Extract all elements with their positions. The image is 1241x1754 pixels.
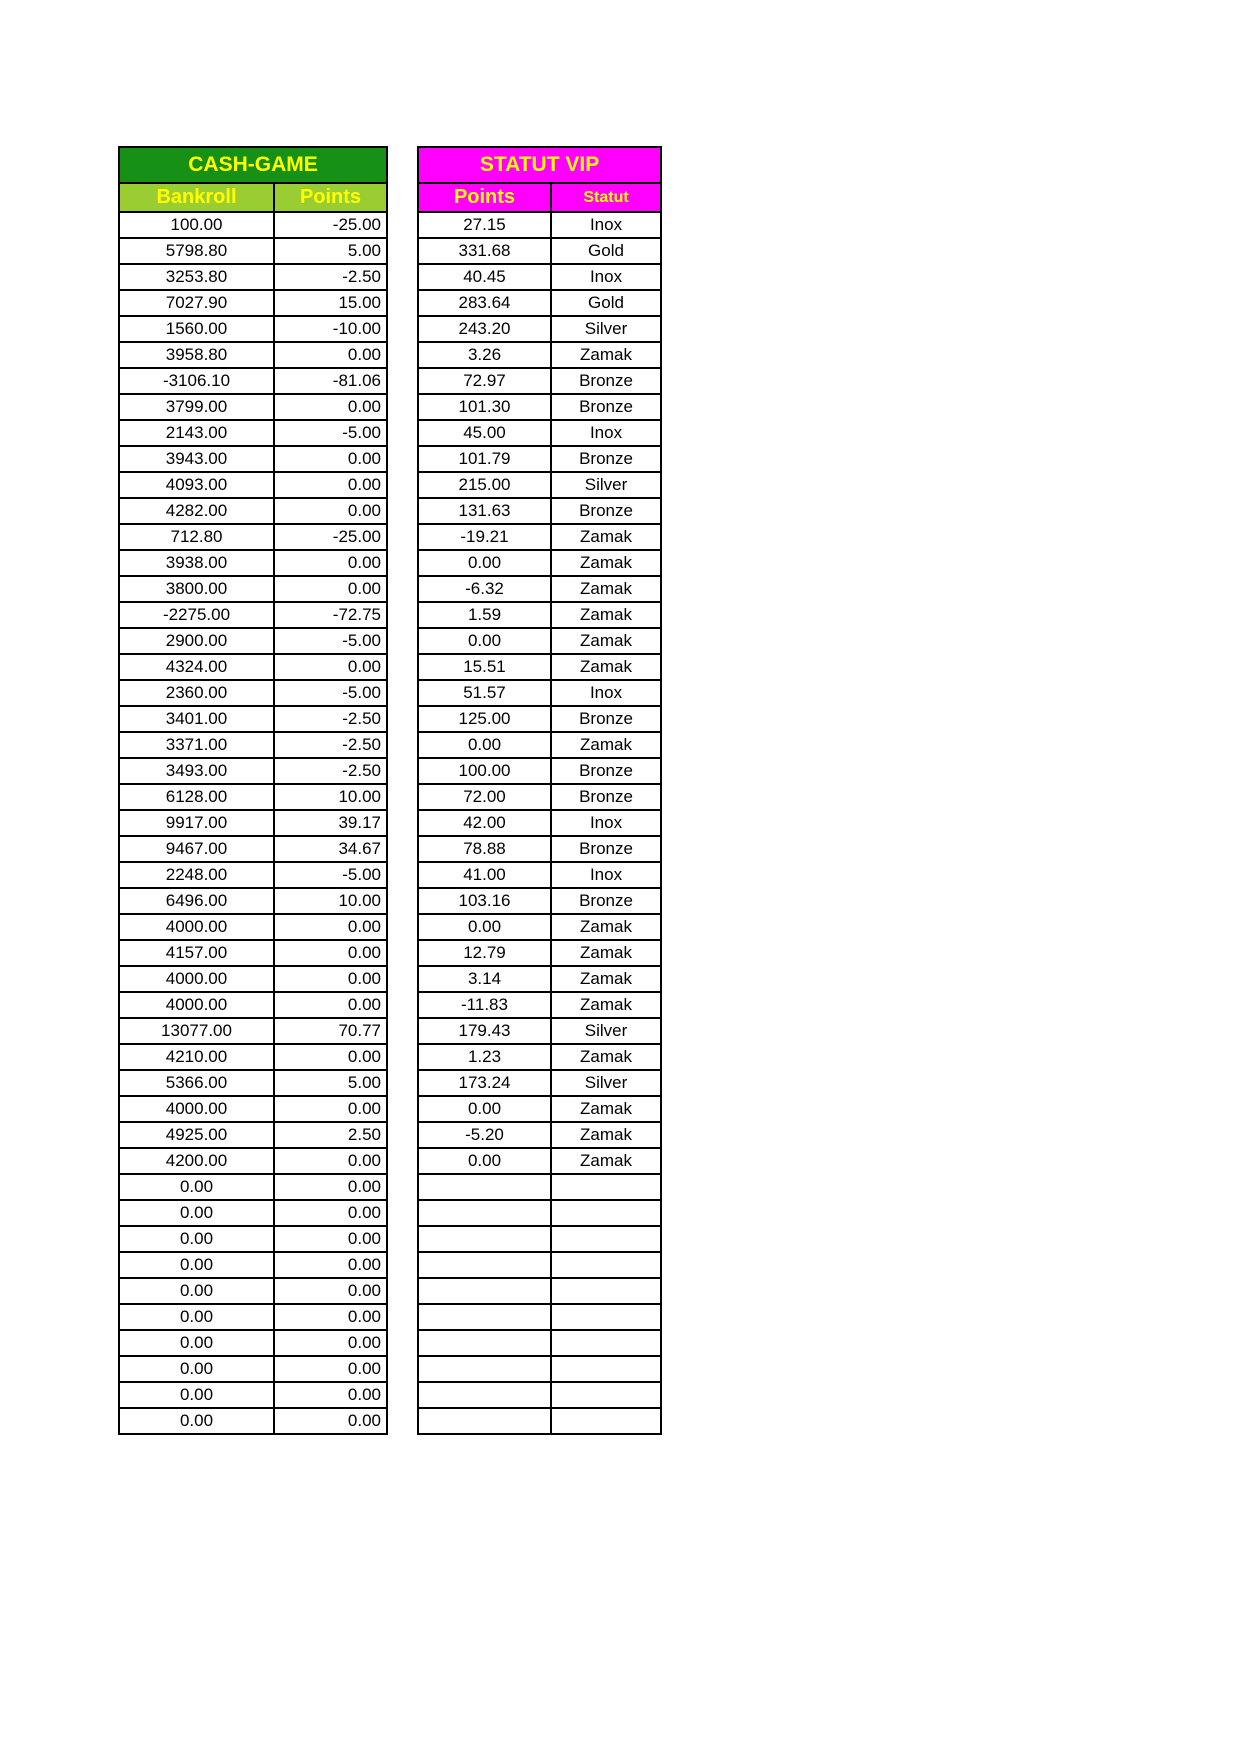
table-row	[418, 446, 661, 472]
vip-points-cell	[418, 1356, 551, 1382]
points-cell: 0.00	[274, 1200, 387, 1226]
table-row	[119, 1070, 387, 1096]
table-row	[119, 368, 387, 394]
table-row	[418, 1356, 661, 1382]
bankroll-cell: -2275.00	[119, 602, 274, 628]
vip-points-cell: 72.00	[418, 784, 551, 810]
statut-cell	[551, 1304, 661, 1330]
statut-cell: Bronze	[551, 888, 661, 914]
statut-cell: Inox	[551, 862, 661, 888]
table-row	[418, 1096, 661, 1122]
cash-game-title: CASH-GAME	[119, 147, 387, 183]
vip-points-cell: 0.00	[418, 550, 551, 576]
points-cell: 0.00	[274, 1356, 387, 1382]
vip-points-cell: 101.79	[418, 446, 551, 472]
statut-cell: Zamak	[551, 550, 661, 576]
statut-cell: Bronze	[551, 706, 661, 732]
vip-points-cell: 125.00	[418, 706, 551, 732]
bankroll-cell: 1560.00	[119, 316, 274, 342]
statut-cell: Inox	[551, 810, 661, 836]
points-cell: 70.77	[274, 1018, 387, 1044]
statut-cell	[551, 1356, 661, 1382]
table-row	[119, 576, 387, 602]
table-row	[119, 914, 387, 940]
table-row	[418, 1330, 661, 1356]
bankroll-cell: 0.00	[119, 1200, 274, 1226]
table-row	[418, 1304, 661, 1330]
table-row	[119, 264, 387, 290]
statut-cell: Inox	[551, 420, 661, 446]
table-row	[119, 940, 387, 966]
statut-column-header: Statut	[551, 183, 661, 212]
bankroll-cell: 3958.80	[119, 342, 274, 368]
bankroll-cell: 4157.00	[119, 940, 274, 966]
bankroll-cell: 0.00	[119, 1174, 274, 1200]
table-row	[418, 212, 661, 238]
statut-cell: Bronze	[551, 784, 661, 810]
statut-cell: Bronze	[551, 368, 661, 394]
table-row	[119, 654, 387, 680]
points-cell: -2.50	[274, 706, 387, 732]
table-row	[119, 732, 387, 758]
table-row	[119, 1200, 387, 1226]
vip-points-cell: 0.00	[418, 732, 551, 758]
vip-points-cell: 72.97	[418, 368, 551, 394]
points-cell: 0.00	[274, 394, 387, 420]
statut-cell: Zamak	[551, 602, 661, 628]
vip-points-cell: 15.51	[418, 654, 551, 680]
points-cell: 0.00	[274, 1148, 387, 1174]
table-row	[418, 420, 661, 446]
table-row	[119, 1148, 387, 1174]
table-row	[119, 1356, 387, 1382]
vip-points-cell: 215.00	[418, 472, 551, 498]
table-row	[119, 810, 387, 836]
vip-points-cell: -6.32	[418, 576, 551, 602]
table-row	[418, 238, 661, 264]
vip-points-cell: 101.30	[418, 394, 551, 420]
bankroll-cell: 6496.00	[119, 888, 274, 914]
points-cell: 0.00	[274, 914, 387, 940]
table-row	[119, 1278, 387, 1304]
statut-cell: Silver	[551, 1070, 661, 1096]
statut-cell: Zamak	[551, 524, 661, 550]
vip-points-cell: 1.59	[418, 602, 551, 628]
points-cell: -25.00	[274, 524, 387, 550]
points-cell: 0.00	[274, 446, 387, 472]
vip-points-cell: 51.57	[418, 680, 551, 706]
table-row	[119, 966, 387, 992]
table-row	[418, 550, 661, 576]
bankroll-cell: 3799.00	[119, 394, 274, 420]
statut-cell: Gold	[551, 238, 661, 264]
bankroll-cell: 4324.00	[119, 654, 274, 680]
table-row	[418, 576, 661, 602]
points-cell: 10.00	[274, 784, 387, 810]
statut-vip-table-body	[418, 212, 661, 1434]
table-row	[418, 654, 661, 680]
statut-cell: Zamak	[551, 940, 661, 966]
vip-points-cell: 27.15	[418, 212, 551, 238]
points-cell: 0.00	[274, 472, 387, 498]
bankroll-cell: 3943.00	[119, 446, 274, 472]
bankroll-cell: 5366.00	[119, 1070, 274, 1096]
table-row	[418, 342, 661, 368]
vip-points-cell	[418, 1200, 551, 1226]
points-cell: -5.00	[274, 628, 387, 654]
table-row	[119, 446, 387, 472]
points-cell: 34.67	[274, 836, 387, 862]
statut-cell: Zamak	[551, 966, 661, 992]
table-row	[418, 1148, 661, 1174]
points-column-header: Points	[274, 183, 387, 212]
points-cell: 0.00	[274, 342, 387, 368]
vip-points-cell	[418, 1382, 551, 1408]
bankroll-cell: 7027.90	[119, 290, 274, 316]
statut-cell: Zamak	[551, 654, 661, 680]
table-row	[418, 1070, 661, 1096]
table-row	[418, 940, 661, 966]
table-row	[119, 1018, 387, 1044]
vip-points-cell: 78.88	[418, 836, 551, 862]
bankroll-cell: 3401.00	[119, 706, 274, 732]
vip-points-cell: 12.79	[418, 940, 551, 966]
vip-points-cell: 3.26	[418, 342, 551, 368]
vip-points-column-header: Points	[418, 183, 551, 212]
points-cell: 0.00	[274, 966, 387, 992]
statut-cell: Inox	[551, 212, 661, 238]
table-row	[119, 862, 387, 888]
statut-cell	[551, 1252, 661, 1278]
points-cell: 0.00	[274, 940, 387, 966]
bankroll-cell: 4200.00	[119, 1148, 274, 1174]
vip-points-cell	[418, 1330, 551, 1356]
table-row	[418, 1382, 661, 1408]
points-cell: 0.00	[274, 1174, 387, 1200]
statut-cell: Bronze	[551, 446, 661, 472]
vip-points-cell	[418, 1278, 551, 1304]
vip-points-cell: 1.23	[418, 1044, 551, 1070]
statut-cell: Gold	[551, 290, 661, 316]
statut-cell: Zamak	[551, 628, 661, 654]
table-row	[418, 992, 661, 1018]
table-row	[119, 992, 387, 1018]
statut-cell	[551, 1408, 661, 1434]
table-row	[418, 264, 661, 290]
vip-points-cell	[418, 1408, 551, 1434]
table-row	[119, 1382, 387, 1408]
table-row	[418, 680, 661, 706]
bankroll-cell: 712.80	[119, 524, 274, 550]
table-row	[418, 888, 661, 914]
table-row	[119, 238, 387, 264]
vip-points-cell: 40.45	[418, 264, 551, 290]
bankroll-cell: 2248.00	[119, 862, 274, 888]
bankroll-cell: 4000.00	[119, 992, 274, 1018]
points-cell: 0.00	[274, 550, 387, 576]
table-row	[119, 1174, 387, 1200]
table-row	[418, 1174, 661, 1200]
points-cell: 0.00	[274, 1096, 387, 1122]
vip-points-cell	[418, 1304, 551, 1330]
table-row	[119, 1096, 387, 1122]
table-row	[119, 342, 387, 368]
table-row	[119, 498, 387, 524]
bankroll-cell: 0.00	[119, 1356, 274, 1382]
cash-game-table-body	[119, 212, 387, 1434]
statut-cell: Zamak	[551, 732, 661, 758]
points-cell: 2.50	[274, 1122, 387, 1148]
table-row	[418, 1252, 661, 1278]
points-cell: -81.06	[274, 368, 387, 394]
bankroll-cell: 4000.00	[119, 914, 274, 940]
table-row	[119, 212, 387, 238]
table-row	[418, 1018, 661, 1044]
table-row	[119, 420, 387, 446]
bankroll-cell: 0.00	[119, 1330, 274, 1356]
statut-cell: Zamak	[551, 342, 661, 368]
table-row	[119, 680, 387, 706]
table-row	[418, 498, 661, 524]
bankroll-cell: 4210.00	[119, 1044, 274, 1070]
points-cell: 0.00	[274, 1382, 387, 1408]
bankroll-cell: 4093.00	[119, 472, 274, 498]
statut-cell: Silver	[551, 1018, 661, 1044]
points-cell: 5.00	[274, 238, 387, 264]
vip-points-cell: 103.16	[418, 888, 551, 914]
points-cell: -72.75	[274, 602, 387, 628]
points-cell: 0.00	[274, 1330, 387, 1356]
statut-cell: Zamak	[551, 992, 661, 1018]
table-row	[119, 784, 387, 810]
table-row	[119, 550, 387, 576]
table-row	[119, 394, 387, 420]
table-row	[119, 836, 387, 862]
table-row	[418, 472, 661, 498]
table-row	[418, 1122, 661, 1148]
vip-points-cell: 41.00	[418, 862, 551, 888]
table-row	[119, 602, 387, 628]
table-row	[418, 862, 661, 888]
table-row	[418, 602, 661, 628]
points-cell: 10.00	[274, 888, 387, 914]
vip-points-cell: 0.00	[418, 1148, 551, 1174]
bankroll-cell: 4000.00	[119, 1096, 274, 1122]
table-row	[119, 1122, 387, 1148]
table-row	[119, 1252, 387, 1278]
table-row	[418, 758, 661, 784]
points-cell: -5.00	[274, 680, 387, 706]
table-row	[418, 914, 661, 940]
table-row	[119, 1408, 387, 1434]
table-row	[119, 888, 387, 914]
table-row	[418, 1278, 661, 1304]
table-row	[418, 966, 661, 992]
statut-cell: Zamak	[551, 1148, 661, 1174]
statut-cell	[551, 1382, 661, 1408]
statut-cell: Zamak	[551, 914, 661, 940]
points-cell: 15.00	[274, 290, 387, 316]
bankroll-cell: 2360.00	[119, 680, 274, 706]
bankroll-cell: -3106.10	[119, 368, 274, 394]
bankroll-cell: 0.00	[119, 1252, 274, 1278]
bankroll-cell: 4000.00	[119, 966, 274, 992]
statut-cell: Zamak	[551, 1122, 661, 1148]
bankroll-cell: 6128.00	[119, 784, 274, 810]
statut-cell	[551, 1226, 661, 1252]
points-cell: -2.50	[274, 264, 387, 290]
statut-cell: Zamak	[551, 1044, 661, 1070]
points-cell: -25.00	[274, 212, 387, 238]
vip-points-cell: 283.64	[418, 290, 551, 316]
bankroll-cell: 4282.00	[119, 498, 274, 524]
table-row	[119, 472, 387, 498]
statut-cell: Silver	[551, 316, 661, 342]
bankroll-cell: 0.00	[119, 1304, 274, 1330]
statut-cell	[551, 1330, 661, 1356]
cash-game-table	[118, 146, 388, 1435]
bankroll-column-header: Bankroll	[119, 183, 274, 212]
vip-points-cell: 3.14	[418, 966, 551, 992]
table-row	[418, 394, 661, 420]
points-cell: 0.00	[274, 1252, 387, 1278]
table-row	[418, 1226, 661, 1252]
vip-points-cell: 100.00	[418, 758, 551, 784]
points-cell: 0.00	[274, 1226, 387, 1252]
bankroll-cell: 2900.00	[119, 628, 274, 654]
table-row	[418, 810, 661, 836]
statut-cell: Bronze	[551, 498, 661, 524]
bankroll-cell: 3938.00	[119, 550, 274, 576]
table-row	[418, 784, 661, 810]
bankroll-cell: 13077.00	[119, 1018, 274, 1044]
vip-points-cell	[418, 1174, 551, 1200]
table-row	[418, 290, 661, 316]
bankroll-cell: 3800.00	[119, 576, 274, 602]
points-cell: 0.00	[274, 992, 387, 1018]
table-row	[119, 1304, 387, 1330]
cash-game-title-row	[119, 147, 387, 183]
bankroll-cell: 9467.00	[119, 836, 274, 862]
table-row	[418, 1408, 661, 1434]
statut-vip-table	[417, 146, 662, 1435]
statut-cell	[551, 1200, 661, 1226]
points-cell: 39.17	[274, 810, 387, 836]
bankroll-cell: 0.00	[119, 1408, 274, 1434]
vip-points-cell	[418, 1252, 551, 1278]
vip-points-cell: 45.00	[418, 420, 551, 446]
points-cell: -10.00	[274, 316, 387, 342]
vip-points-cell	[418, 1226, 551, 1252]
points-cell: 0.00	[274, 576, 387, 602]
points-cell: -5.00	[274, 420, 387, 446]
points-cell: 0.00	[274, 1278, 387, 1304]
table-row	[418, 316, 661, 342]
points-cell: 0.00	[274, 1408, 387, 1434]
points-cell: 5.00	[274, 1070, 387, 1096]
table-row	[119, 706, 387, 732]
vip-points-cell: 0.00	[418, 1096, 551, 1122]
bankroll-cell: 0.00	[119, 1382, 274, 1408]
vip-points-cell: 331.68	[418, 238, 551, 264]
statut-cell: Zamak	[551, 576, 661, 602]
table-row	[418, 1044, 661, 1070]
statut-cell: Bronze	[551, 394, 661, 420]
vip-points-cell: 243.20	[418, 316, 551, 342]
bankroll-cell: 3253.80	[119, 264, 274, 290]
bankroll-cell: 0.00	[119, 1226, 274, 1252]
statut-cell: Inox	[551, 680, 661, 706]
table-row	[418, 628, 661, 654]
bankroll-cell: 2143.00	[119, 420, 274, 446]
vip-points-cell: 0.00	[418, 628, 551, 654]
cash-game-column-header-row	[119, 183, 387, 212]
table-row	[119, 1226, 387, 1252]
points-cell: 0.00	[274, 1044, 387, 1070]
bankroll-cell: 3493.00	[119, 758, 274, 784]
statut-vip-title-row	[418, 147, 661, 183]
vip-points-cell: -5.20	[418, 1122, 551, 1148]
points-cell: -5.00	[274, 862, 387, 888]
table-row	[119, 524, 387, 550]
bankroll-cell: 0.00	[119, 1278, 274, 1304]
vip-points-cell: 173.24	[418, 1070, 551, 1096]
table-row	[418, 524, 661, 550]
table-row	[418, 1200, 661, 1226]
points-cell: 0.00	[274, 654, 387, 680]
points-cell: -2.50	[274, 732, 387, 758]
points-cell: 0.00	[274, 498, 387, 524]
table-row	[119, 1330, 387, 1356]
table-row	[119, 628, 387, 654]
table-row	[418, 706, 661, 732]
table-row	[119, 1044, 387, 1070]
statut-vip-title: STATUT VIP	[418, 147, 661, 183]
table-row	[418, 732, 661, 758]
points-cell: 0.00	[274, 1304, 387, 1330]
vip-points-cell: 131.63	[418, 498, 551, 524]
table-row	[418, 368, 661, 394]
vip-points-cell: 42.00	[418, 810, 551, 836]
vip-points-cell: 179.43	[418, 1018, 551, 1044]
statut-cell: Silver	[551, 472, 661, 498]
statut-cell	[551, 1278, 661, 1304]
statut-cell: Bronze	[551, 836, 661, 862]
vip-points-cell: -19.21	[418, 524, 551, 550]
bankroll-cell: 5798.80	[119, 238, 274, 264]
bankroll-cell: 100.00	[119, 212, 274, 238]
table-row	[119, 316, 387, 342]
bankroll-cell: 3371.00	[119, 732, 274, 758]
statut-cell	[551, 1174, 661, 1200]
statut-cell: Inox	[551, 264, 661, 290]
bankroll-cell: 4925.00	[119, 1122, 274, 1148]
statut-vip-column-header-row	[418, 183, 661, 212]
table-row	[119, 290, 387, 316]
statut-cell: Bronze	[551, 758, 661, 784]
vip-points-cell: -11.83	[418, 992, 551, 1018]
statut-cell: Zamak	[551, 1096, 661, 1122]
table-row	[119, 758, 387, 784]
table-row	[418, 836, 661, 862]
points-cell: -2.50	[274, 758, 387, 784]
vip-points-cell: 0.00	[418, 914, 551, 940]
bankroll-cell: 9917.00	[119, 810, 274, 836]
